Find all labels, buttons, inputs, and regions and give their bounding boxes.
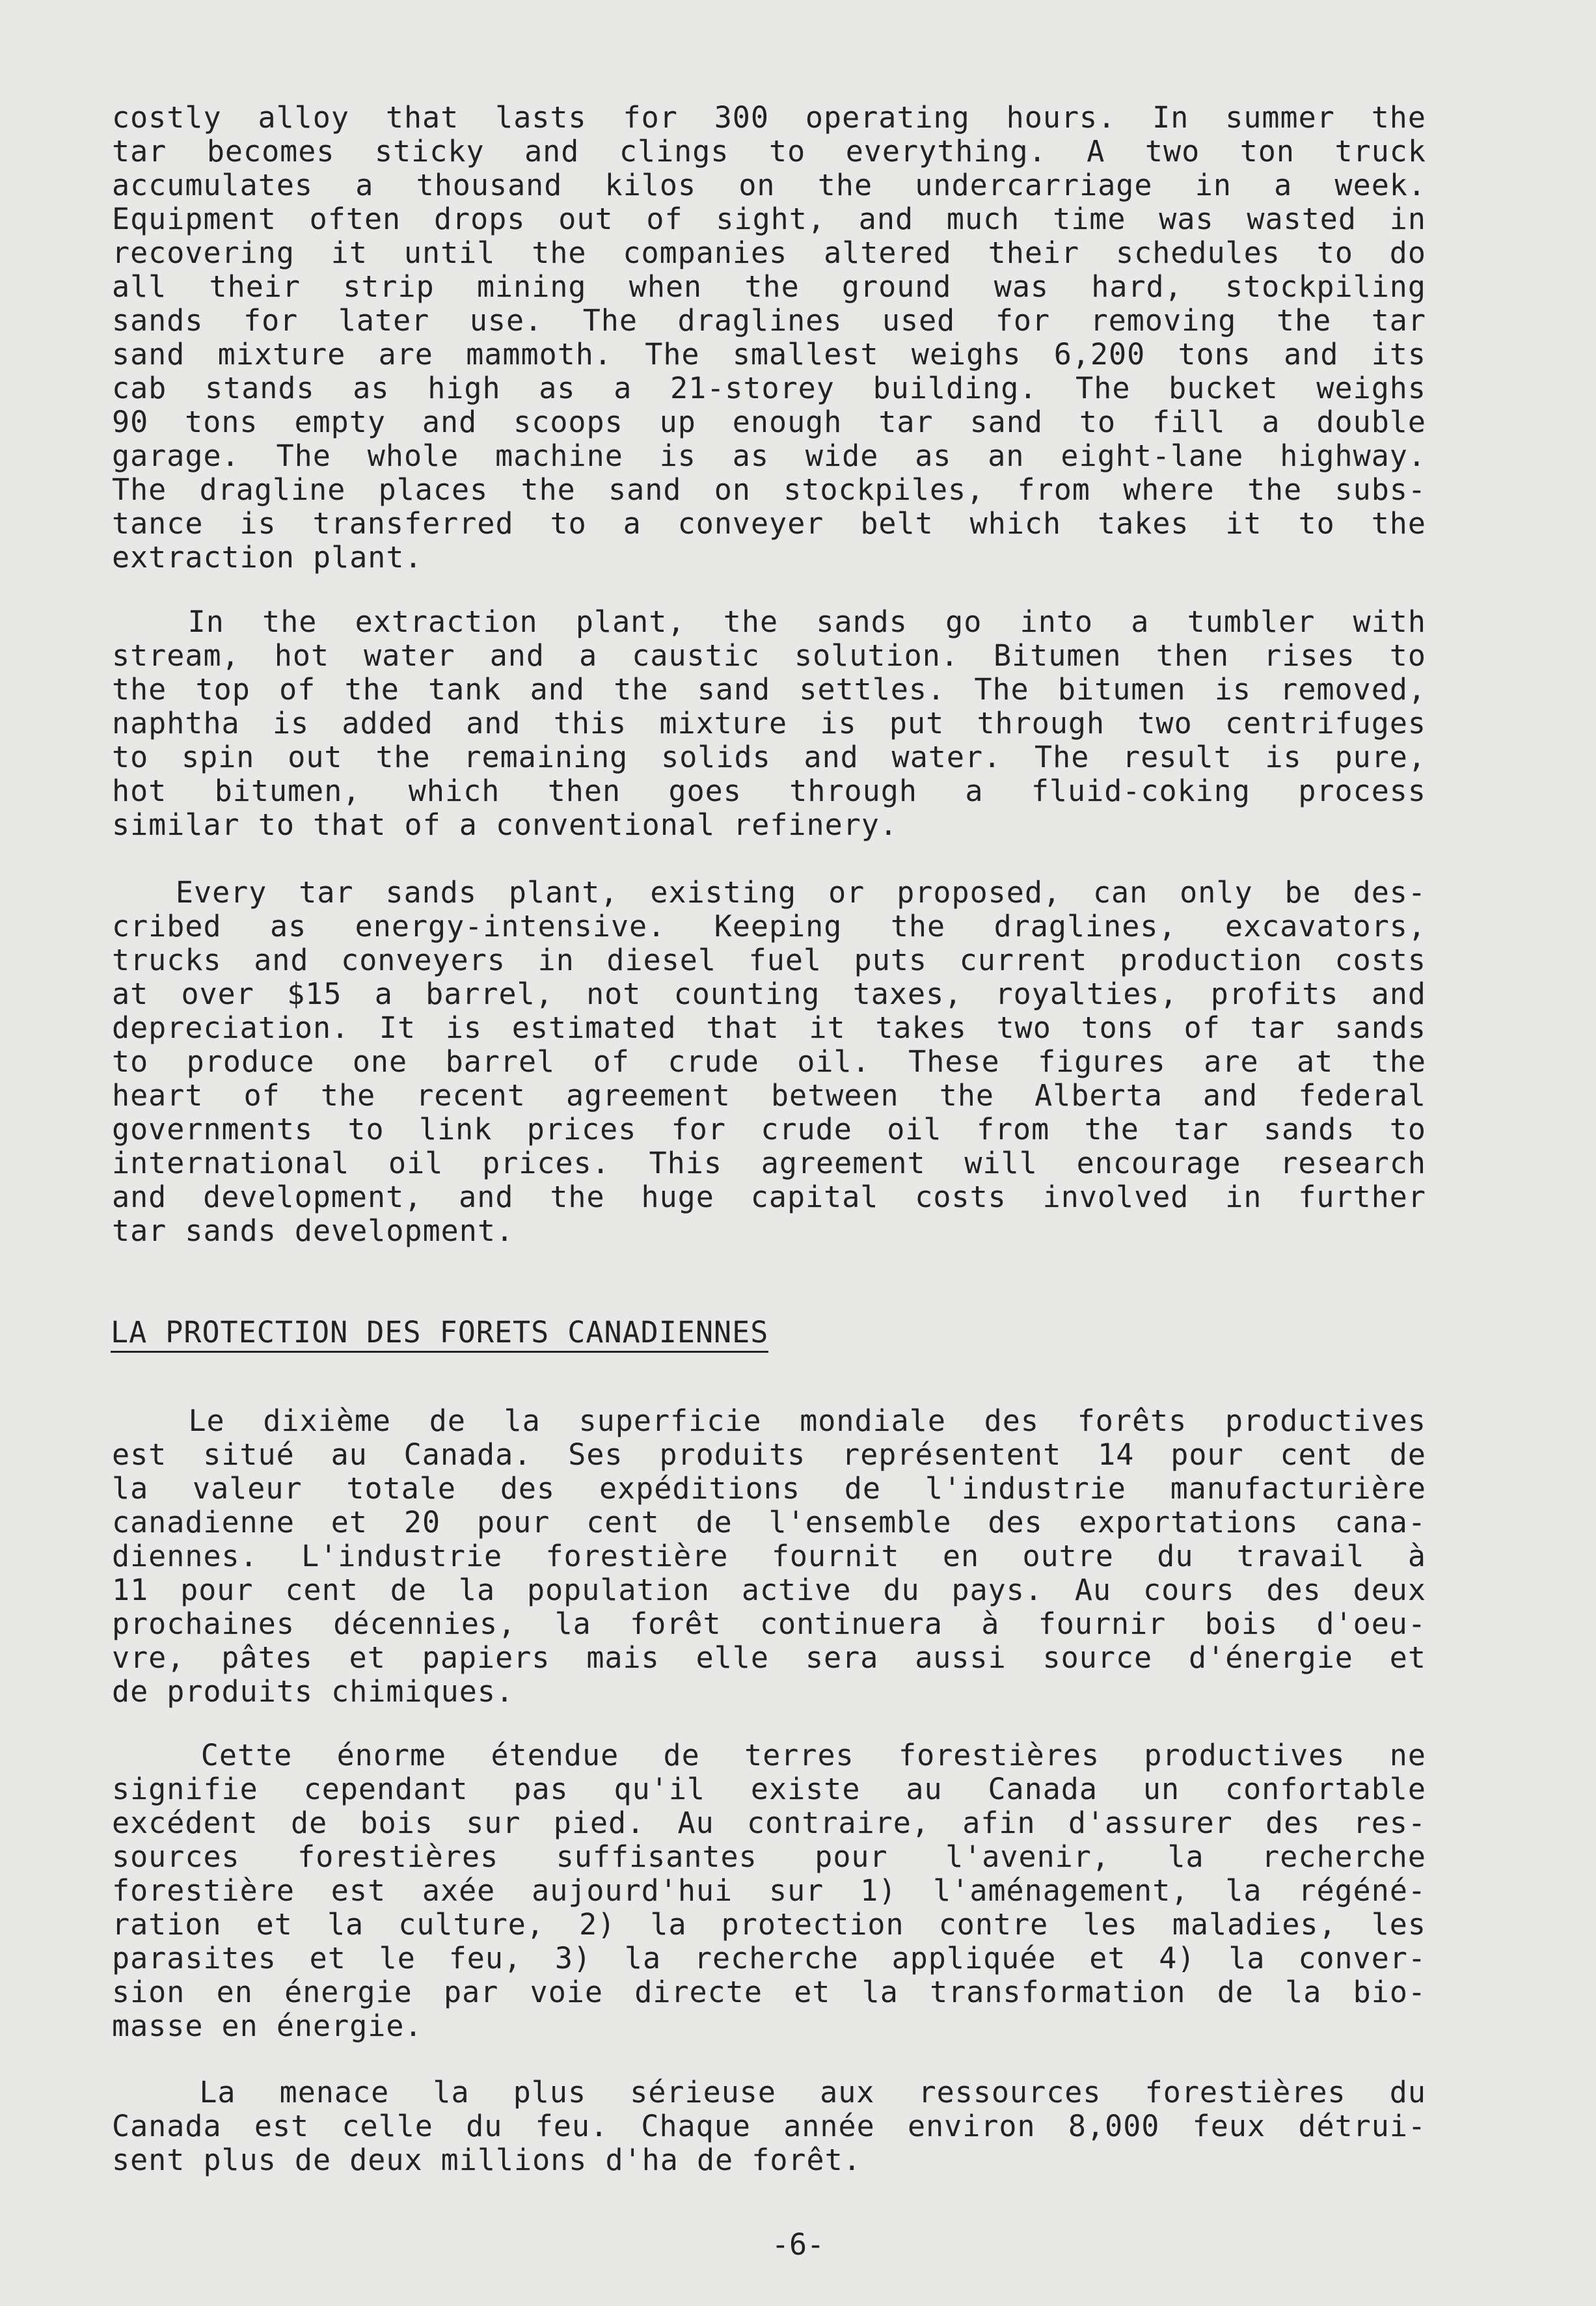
- paragraph-forest-research: [112, 1739, 1426, 2043]
- paragraph-energy-intensive: [112, 876, 1426, 1248]
- text-line: Canada est celle du feu. Chaque année environ 8,000 feux détrui-: [112, 2109, 1426, 2143]
- text-line: sources forestières suffisantes pour l'avenir, la recherche: [112, 1839, 1426, 1874]
- text-line: sand mixture are mammoth. The smallest weighs 6,200 tons and its: [112, 337, 1426, 372]
- text-line: depreciation. It is estimated that it takes two tons of tar sands: [112, 1011, 1426, 1045]
- text-line: La menace la plus sérieuse aux ressources forestières du: [112, 2075, 1426, 2109]
- text-line: sands for later use. The draglines used for removing the tar: [112, 303, 1426, 338]
- paragraph-extraction-plant: [112, 605, 1426, 842]
- text-line: naphtha is added and this mixture is put through two centrifuges: [112, 706, 1426, 740]
- text-line: In the extraction plant, the sands go into a tumbler with: [112, 604, 1426, 639]
- text-line: est situé au Canada. Ses produits représentent 14 pour cent de: [112, 1437, 1426, 1472]
- text-line: hot bitumen, which then goes through a fluid-coking process: [112, 774, 1426, 808]
- text-line: sent plus de deux millions d'ha de forêt.: [112, 2143, 861, 2177]
- text-line: The dragline places the sand on stockpiles, from where the subs-: [112, 472, 1426, 507]
- text-line: Every tar sands plant, existing or proposed, can only be des-: [112, 875, 1426, 910]
- text-line: masse en énergie.: [112, 2009, 423, 2043]
- text-line: Equipment often drops out of sight, and much time was wasted in: [112, 202, 1426, 236]
- paragraph-tar-sands-mining: [112, 101, 1426, 575]
- text-line: cribed as energy-intensive. Keeping the draglines, excavators,: [112, 909, 1426, 943]
- text-line: cab stands as high as a 21-storey building. The bucket weighs: [112, 371, 1426, 405]
- text-line: international oil prices. This agreement will encourage research: [112, 1146, 1426, 1180]
- text-line: all their strip mining when the ground was hard, stockpiling: [112, 269, 1426, 304]
- text-line: and development, and the huge capital costs involved in further: [112, 1180, 1426, 1214]
- text-line: costly alloy that lasts for 300 operating hours. In summer the: [112, 100, 1426, 135]
- text-line: governments to link prices for crude oil from the tar sands to: [112, 1112, 1426, 1146]
- text-line: tar sands development.: [112, 1214, 515, 1248]
- text-line: accumulates a thousand kilos on the undercarriage in a week.: [112, 168, 1426, 202]
- text-line: garage. The whole machine is as wide as an eight-lane highway.: [112, 439, 1426, 473]
- text-line: ration et la culture, 2) la protection contre les maladies, les: [112, 1907, 1426, 1942]
- text-line: vre, pâtes et papiers mais elle sera aussi source d'énergie et: [112, 1640, 1426, 1675]
- text-line: la valeur totale des expéditions de l'industrie manufacturière: [112, 1471, 1426, 1506]
- text-line: prochaines décennies, la forêt continuera à fournir bois d'oeu-: [112, 1607, 1426, 1641]
- text-line: heart of the recent agreement between the Alberta and federal: [112, 1078, 1426, 1113]
- text-line: de produits chimiques.: [112, 1674, 515, 1709]
- text-line: 11 pour cent de la population active du pays. Au cours des deux: [112, 1573, 1426, 1607]
- text-line: the top of the tank and the sand settles. The bitumen is removed,: [112, 672, 1426, 707]
- text-line: trucks and conveyers in diesel fuel puts current production costs: [112, 943, 1426, 977]
- text-line: Le dixième de la superficie mondiale des forêts productives: [112, 1404, 1426, 1438]
- text-line: sion en énergie par voie directe et la transformation de la bio-: [112, 1975, 1426, 2009]
- text-line: excédent de bois sur pied. Au contraire, afin d'assurer des res-: [112, 1806, 1426, 1840]
- text-line: at over $15 a barrel, not counting taxes, royalties, profits and: [112, 977, 1426, 1011]
- text-line: forestière est axée aujourd'hui sur 1) l'aménagement, la régéné-: [112, 1873, 1426, 1908]
- text-line: to produce one barrel of crude oil. These figures are at the: [112, 1044, 1426, 1079]
- text-line: parasites et le feu, 3) la recherche appliquée et 4) la conver-: [112, 1941, 1426, 1975]
- text-line: tance is transferred to a conveyer belt which takes it to the: [112, 506, 1426, 541]
- text-line: tar becomes sticky and clings to everything. A two ton truck: [112, 134, 1426, 169]
- text-line: signifie cependant pas qu'il existe au Canada un confortable: [112, 1772, 1426, 1806]
- text-line: to spin out the remaining solids and water. The result is pure,: [112, 740, 1426, 774]
- paragraph-forest-share: [112, 1404, 1426, 1709]
- text-line: stream, hot water and a caustic solution. Bitumen then rises to: [112, 638, 1426, 673]
- text-line: recovering it until the companies altered their schedules to do: [112, 236, 1426, 270]
- page-number: -6-: [771, 2227, 825, 2262]
- text-line: diennes. L'industrie forestière fournit en outre du travail à: [112, 1539, 1426, 1573]
- text-line: 90 tons empty and scoops up enough tar sand to fill a double: [112, 405, 1426, 439]
- section-heading: LA PROTECTION DES FORETS CANADIENNES: [111, 1316, 768, 1353]
- text-line: similar to that of a conventional refinery.: [112, 807, 898, 842]
- text-line: Cette énorme étendue de terres forestières productives ne: [112, 1738, 1426, 1772]
- text-line: canadienne et 20 pour cent de l'ensemble des exportations cana-: [112, 1505, 1426, 1540]
- text-line: extraction plant.: [112, 540, 423, 575]
- paragraph-fire-threat: [112, 2076, 1426, 2177]
